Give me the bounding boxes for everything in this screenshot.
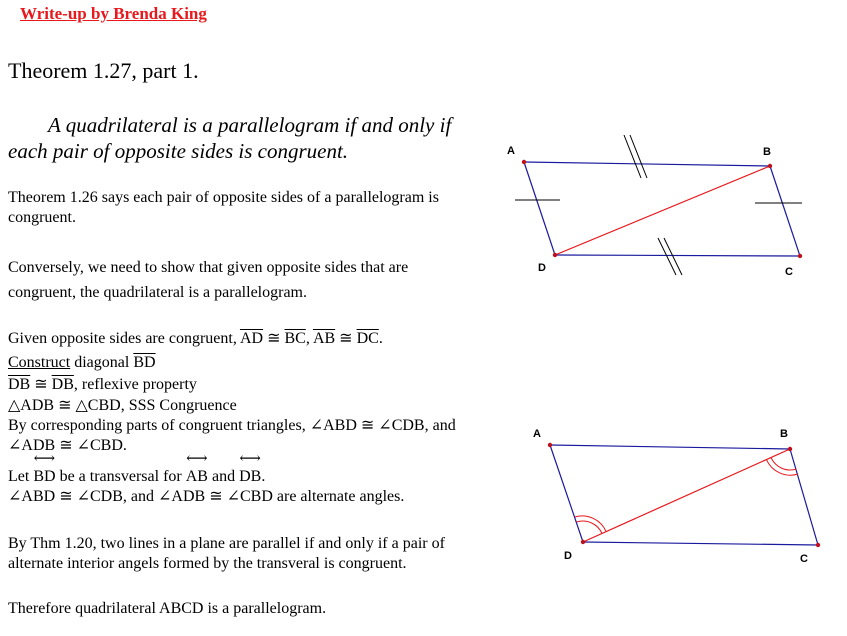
angle-arc-D [577,521,603,533]
construct-word: Construct [8,354,71,371]
vertex-B [788,447,792,451]
congruent-symbol: ≅ [30,376,52,393]
text-line: Theorem 1.26 says each pair of opposite sides of a parallelogram is [8,189,439,206]
text: be a transversal for [55,468,186,485]
label-A: A [507,145,515,157]
page-title: Theorem 1.27, part 1. [8,58,199,83]
line-DB: ⟷ DB [239,467,261,487]
side-BC [790,449,818,545]
segment-DB: $\overline{DB}$ [51,376,74,393]
vertex-C [816,543,820,547]
label-A: A [533,428,541,440]
side-DA [550,445,583,542]
label-B: B [780,428,788,440]
angle-arc-D [575,516,606,531]
congruent-symbol: ≅ [335,330,357,347]
segment-DB: $\overline{DB}$ [8,376,31,393]
text-line: By corresponding parts of congruent triangles, ∠ABD ≅ ∠CDB, and [8,417,456,434]
line-BD: ⟷ BD [33,467,55,487]
side-CD [583,542,818,545]
segment-AD: $\overline{AD}$ [239,330,264,347]
text-line: congruent, the quadrilateral is a parallelogram. [8,284,307,301]
segment-BC: $\overline{BC}$ [284,330,306,347]
statement-line-2: each pair of opposite sides is congruent. [8,139,349,163]
text: Let [8,468,34,485]
label-C: C [800,553,808,565]
text: diagonal [70,354,134,371]
text: and [207,468,240,485]
text-line: congruent. [8,209,76,226]
text: . [261,468,266,485]
segment-BD: $\overline{BD}$ [133,354,156,371]
side-AB [550,445,790,449]
text-line: alternate interior angels formed by the transveral is congruent. [8,555,407,572]
text-line: ∠ADB ≅ ∠CBD. [8,437,127,454]
text-line: Conversely, we need to show that given opposite sides that are [8,259,409,276]
label-B: B [763,146,771,158]
text: Given opposite sides are congruent, [8,330,240,347]
conclusion: Therefore quadrilateral ABCD is a parallelogram. [8,600,327,617]
proof-sss: △ADB ≅ △CBD, SSS Congruence [8,397,237,414]
text-line: By Thm 1.20, two lines in a plane are parallel if and only if a pair of [8,535,445,552]
line-AB: ⟷ AB [186,467,208,487]
text: . [378,330,383,347]
congruent-symbol: ≅ [263,330,285,347]
segment-AB: $\overline{AB}$ [312,330,336,347]
vertex-D [581,540,585,544]
diagonal-BD [583,449,790,542]
proof-alternate-angles: ∠ABD ≅ ∠CDB, and ∠ADB ≅ ∠CBD are alternate angles. [8,488,405,505]
statement-line-1: A quadrilateral is a parallelogram if and only if [48,113,452,137]
label-D: D [564,550,572,562]
segment-DC: $\overline{DC}$ [356,330,379,347]
label-D: D [538,262,546,274]
text: , reflexive property [73,376,197,393]
label-C: C [785,266,793,278]
author-link[interactable]: Write-up by Brenda King [20,4,207,23]
vertex-A [548,443,552,447]
text: , [305,330,313,347]
